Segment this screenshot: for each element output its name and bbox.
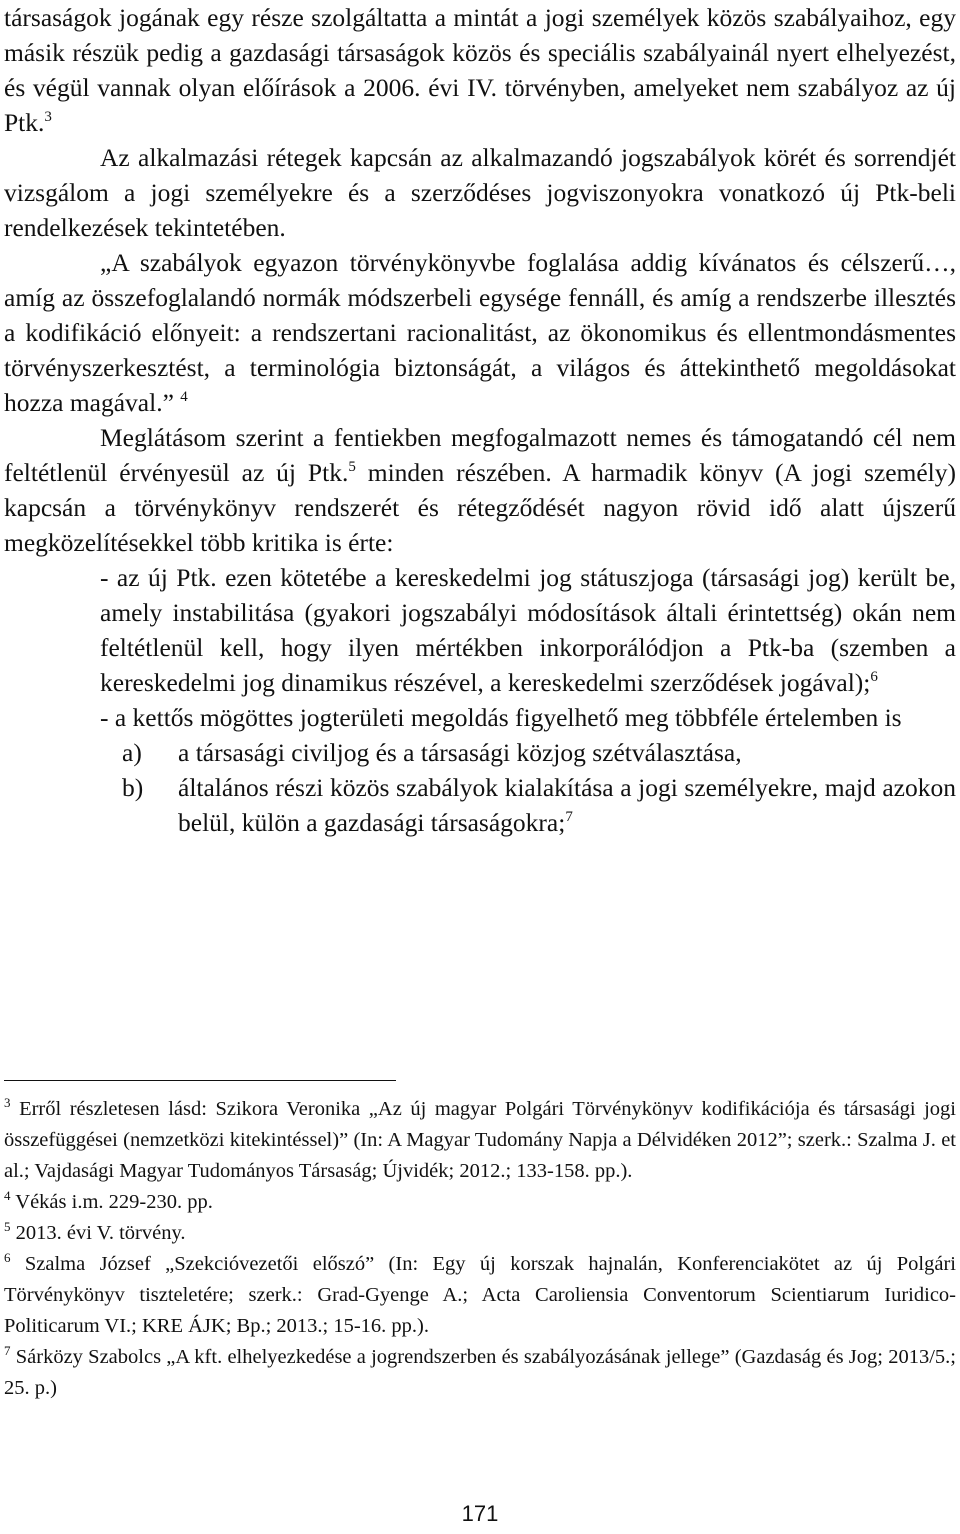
quote-paragraph: „A szabályok egyazon törvénykönyvbe foglalása addig kívánatos és célszerű…, amíg az összefoglalandó normák módszerbeli egysége fennáll, és amíg a rendszerbe illesztés a kodifikáció előnyeit: a rendszertani racionalitást, az ökonomikus és ellentmondásmentes törvényszerkesztést, a terminológia biztonságát, a világos és áttekinthető megoldásokat hozza magával.” $^4$ (4, 248, 956, 417)
footnote: $^3$ Erről részletesen lásd: Szikora Veronika „Az új magyar Polgári Törvénykönyv kodifikációja és társasági jogi összefüggései (nemzetközi kitekintéssel)” (In: A Magyar Tudomány Napja a Délvidéken 2012”; szerk.: Szalma J. et al.; Vajdasági Magyar Tudományos Társaság; Újvidék; 2012.; 133-158. pp.). (4, 1095, 957, 1182)
list-text: általános részi közös szabályok kialakítása a jogi személyekre, majd azokon belül, külön a gazdasági társaságokra;$^7$ (178, 773, 956, 837)
footnote-ref[interactable]: 6 (870, 669, 878, 685)
dash-item: - az új Ptk. ezen kötetébe a kereskedelmi jog státuszjoga (társasági jog) került be, amely instabilitása (gyakori jogszabályi módosítások általi érintettség) okán nem feltétlenül kell, hogy ilyen mértékben inkorporálódjon a Ptk-ba (szemben a kereskedelmi jog dinamikus részével, a kereskedelmi szerződések jogával);$^6$ (100, 563, 956, 697)
footnote: $^6$ Szalma József „Szekcióvezetői előszó” (In: Egy új korszak hajnalán, Konferenciakötet az új Polgári Törvénykönyv tiszteletére; szerk.: Grad-Gyenge A.; Acta Caroliensia Conventorum Scientiarum Iuridico-Politicarum VI.; KRE ÁJK; Bp.; 2013.; 15-16. pp.). (4, 1250, 956, 1337)
footnote-ref[interactable]: 4 (180, 389, 188, 405)
footnote-ref[interactable]: 3 (44, 109, 52, 125)
dash-item: - a kettős mögöttes jogterületi megoldás figyelhető meg többféle értelemben is (100, 703, 902, 732)
footnote-ref[interactable]: 7 (565, 809, 573, 825)
list-label: a) (122, 738, 142, 767)
list-text: a társasági civiljog és a társasági közjog szétválasztása, (178, 738, 742, 767)
paragraph: társaságok jogának egy része szolgáltatta a mintát a jogi személyek közös szabályaihoz, egy másik részük pedig a gazdasági társaságok közös és speciális szabályainál nyert elhelyezést, és végül vannak olyan előírások a 2006. évi IV. törvényben, amelyeket nem szabályoz az új Ptk.$^3$ (4, 3, 956, 137)
footnote-ref[interactable]: 5 (348, 459, 356, 475)
list-item-a (4, 735, 956, 770)
page-number: 171 (461, 1501, 499, 1526)
footnote-separator (4, 1080, 396, 1081)
list-label: b) (122, 773, 144, 802)
footnote: $^5$ 2013. évi V. törvény. (4, 1219, 186, 1244)
list-item-b (4, 770, 956, 840)
footnotes (4, 1094, 956, 1404)
paragraph: Az alkalmazási rétegek kapcsán az alkalmazandó jogszabályok körét és sorrendjét vizsgálom a jogi személyekre és a szerződéses jogviszonyokra vonatkozó új Ptk-beli rendelkezések tekintetében. (4, 143, 956, 242)
paragraph: Meglátásom szerint a fentiekben megfogalmazott nemes és támogatandó cél nem feltétlenül érvényesül az új Ptk.$^5$ minden részében. A harmadik könyv (A jogi személy) kapcsán a törvénykönyv rendszerét és rétegződését nagyon rövid idő alatt újszerű megközelítésekkel több kritika is érte: (4, 423, 956, 557)
footnote: $^4$ Vékás i.m. 229-230. pp. (4, 1188, 213, 1213)
body-text (4, 0, 956, 840)
footnote: $^7$ Sárközy Szabolcs „A kft. elhelyezkedése a jogrendszerben és szabályozásának jellege” (Gazdaság és Jog; 2013/5.; 25. p.) (4, 1343, 956, 1399)
